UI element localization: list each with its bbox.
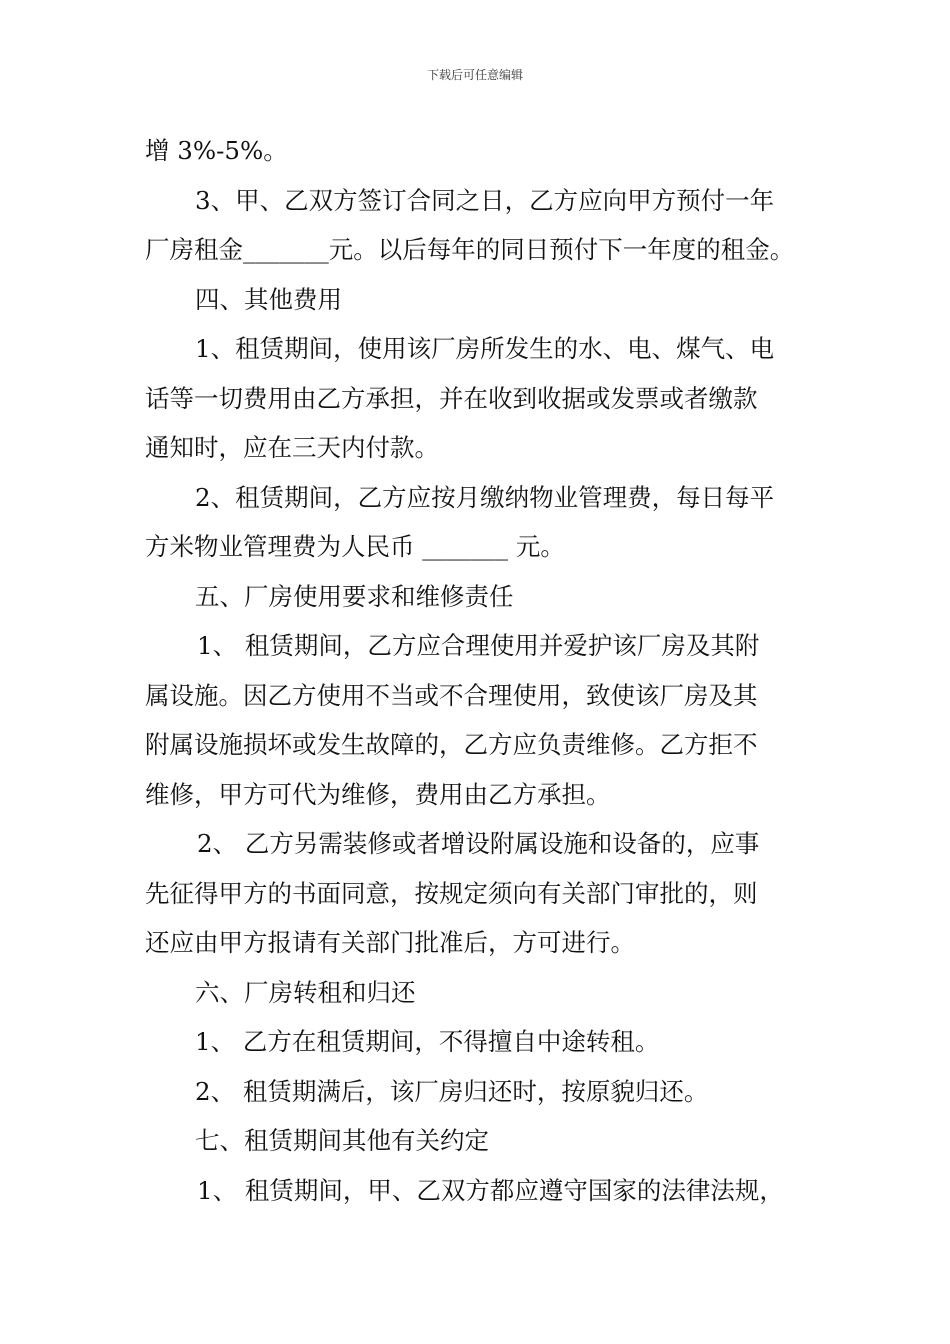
text-line-22: 1、 租赁期间，甲、乙双方都应遵守国家的法律法规， — [197, 1175, 784, 1205]
section-heading-6: 六、厂房转租和归还 — [195, 977, 416, 1007]
text-line-2: 3、甲、乙双方签订合同之日，乙方应向甲方预付一年 — [195, 185, 775, 215]
text-line-1: 增 3%-5%。 — [145, 136, 288, 165]
text-line-17: 还应由甲方报请有关部门批准后，方可进行。 — [145, 928, 635, 957]
text-line-11: 1、 租赁期间，乙方应合理使用并爱护该厂房及其附 — [197, 631, 760, 660]
text-line-3: 厂房租金_______元。以后每年的同日预付下一年度的租金。 — [145, 235, 795, 264]
section-heading-7: 七、租赁期间其他有关约定 — [195, 1126, 489, 1155]
document-body — [145, 126, 820, 1215]
text-line-19: 1、 乙方在租赁期间，不得擅自中途转租。 — [195, 1027, 660, 1056]
section-heading-4: 四、其他费用 — [195, 284, 342, 314]
text-line-20: 2、 租赁期满后，该厂房归还时，按原貌归还。 — [195, 1076, 709, 1106]
text-line-8: 2、租赁期间，乙方应按月缴纳物业管理费，每日每平 — [195, 482, 775, 512]
page-header: 下载后可任意编辑 — [426, 68, 523, 82]
section-heading-5: 五、厂房使用要求和维修责任 — [195, 581, 514, 611]
text-line-13: 附属设施损坏或发生故障的，乙方应负责维修。乙方拒不 — [145, 730, 758, 759]
text-line-9: 方米物业管理费为人民币 _______ 元。 — [145, 532, 565, 561]
text-line-15: 2、 乙方另需装修或者增设附属设施和设备的，应事 — [197, 829, 760, 858]
text-line-16: 先征得甲方的书面同意，按规定须向有关部门审批的，则 — [145, 878, 758, 908]
text-line-7: 通知时，应在三天内付款。 — [145, 433, 439, 462]
text-line-6: 话等一切费用由乙方承担，并在收到收据或发票或者缴款 — [145, 383, 758, 413]
text-line-5: 1、租赁期间，使用该厂房所发生的水、电、煤气、电 — [195, 334, 775, 363]
text-line-14: 维修，甲方可代为维修，费用由乙方承担。 — [145, 779, 611, 809]
text-line-12: 属设施。因乙方使用不当或不合理使用，致使该厂房及其 — [145, 680, 758, 710]
